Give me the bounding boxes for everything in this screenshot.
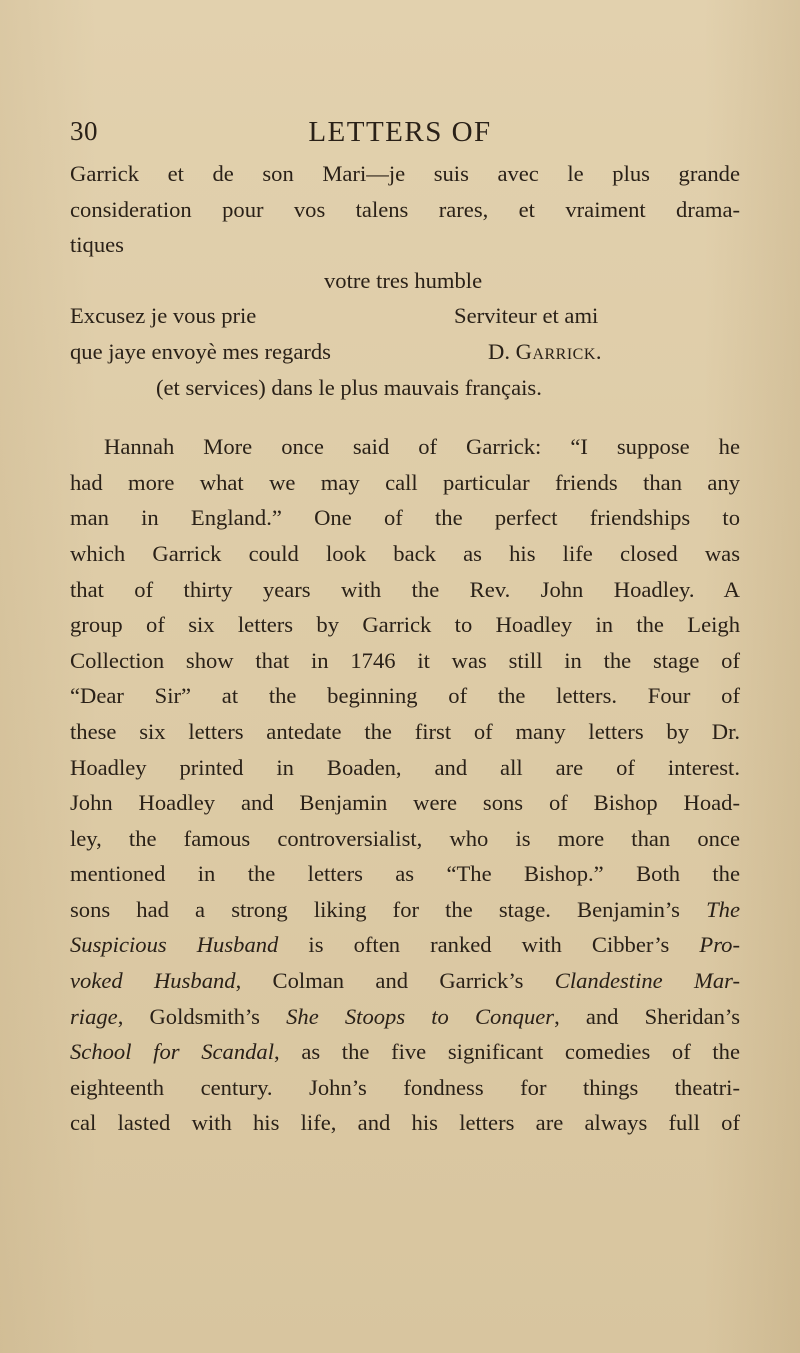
paragraph-line: these six letters antedate the first of many letters by Dr.	[70, 718, 740, 744]
text-run: , and Sheridan’s	[554, 1003, 740, 1029]
italic-title: School for Scandal	[70, 1039, 274, 1065]
letter-line: consideration pour vos talens rares, et vraiment drama-	[70, 196, 740, 222]
italic-title: voked Husband	[70, 968, 236, 994]
paragraph-line: ley, the famous controversialist, who is more than once	[70, 825, 740, 851]
paragraph-line: John Hoadley and Benjamin were sons of Bishop Hoad-	[70, 790, 740, 816]
signature-name: Garrick.	[515, 338, 603, 364]
text-run: sons had a strong liking for the stage. Benjamin’s	[70, 896, 707, 922]
italic-title: Pro-	[699, 932, 740, 958]
paragraph-line: cal lasted with his life, and his letters are always full of	[70, 1110, 740, 1136]
paragraph-line: mentioned in the letters as “The Bishop.” Both the	[70, 861, 740, 887]
paragraph-line: that of thirty years with the Rev. John Hoadley. A	[70, 576, 740, 602]
paragraph-line	[70, 892, 740, 928]
signature-initial: D.	[488, 338, 516, 364]
closing-left: que jaye envoyè mes regards	[70, 338, 331, 364]
closing-line: (et services) dans le plus mauvais français.	[156, 374, 542, 400]
body-text	[70, 156, 740, 1141]
letter-line: tiques	[70, 232, 124, 258]
text-run: , Goldsmith’s	[117, 1003, 287, 1029]
text-run: , as the five significant comedies of the	[274, 1039, 741, 1065]
paragraph	[70, 429, 740, 1141]
closing-line: votre tres humble	[324, 267, 483, 293]
page-number: 30	[70, 116, 98, 146]
paragraph-line: Collection show that in 1746 it was still in the stage of	[70, 647, 740, 673]
text-run: is often ranked with Cibber’s	[278, 932, 700, 958]
letter-line: Garrick et de son Mari—je suis avec le plus grande	[70, 161, 740, 186]
paragraph-gap	[70, 405, 740, 429]
signature	[488, 334, 602, 370]
page-header	[0, 116, 800, 152]
running-head: LETTERS OF	[308, 116, 492, 148]
closing-line	[70, 334, 740, 370]
paragraph-line: man in England.” One of the perfect friendships to	[70, 505, 740, 531]
paragraph-line	[70, 1034, 740, 1070]
paragraph-line: had more what we may call particular friends than any	[70, 469, 740, 495]
closing-line	[70, 298, 740, 334]
paragraph-line: which Garrick could look back as his life closed was	[70, 540, 740, 566]
closing-right: Serviteur et ami	[454, 303, 599, 329]
paragraph-line: group of six letters by Garrick to Hoadley in the Leigh	[70, 612, 740, 638]
paragraph-line: Hannah More once said of Garrick: “I suppose he	[104, 434, 740, 460]
paragraph-line	[70, 927, 740, 963]
italic-title: Clandestine Mar-	[554, 968, 740, 994]
italic-title: Suspicious Husband	[70, 932, 279, 958]
italic-title: She Stoops to Conquer	[286, 1003, 555, 1029]
paragraph-line: eighteenth century. John’s fondness for things theatri-	[70, 1074, 740, 1100]
paragraph-line: “Dear Sir” at the beginning of the letters. Four of	[70, 683, 740, 709]
closing-left: Excusez je vous prie	[70, 303, 257, 329]
italic-title: riage	[70, 1003, 118, 1029]
letter-excerpt	[70, 156, 740, 405]
text-run: , Colman and Garrick’s	[235, 968, 555, 994]
paragraph-line	[70, 999, 740, 1035]
paragraph-line: Hoadley printed in Boaden, and all are of interest.	[70, 754, 740, 780]
italic-title: The	[706, 896, 740, 922]
paragraph-line	[70, 963, 740, 999]
